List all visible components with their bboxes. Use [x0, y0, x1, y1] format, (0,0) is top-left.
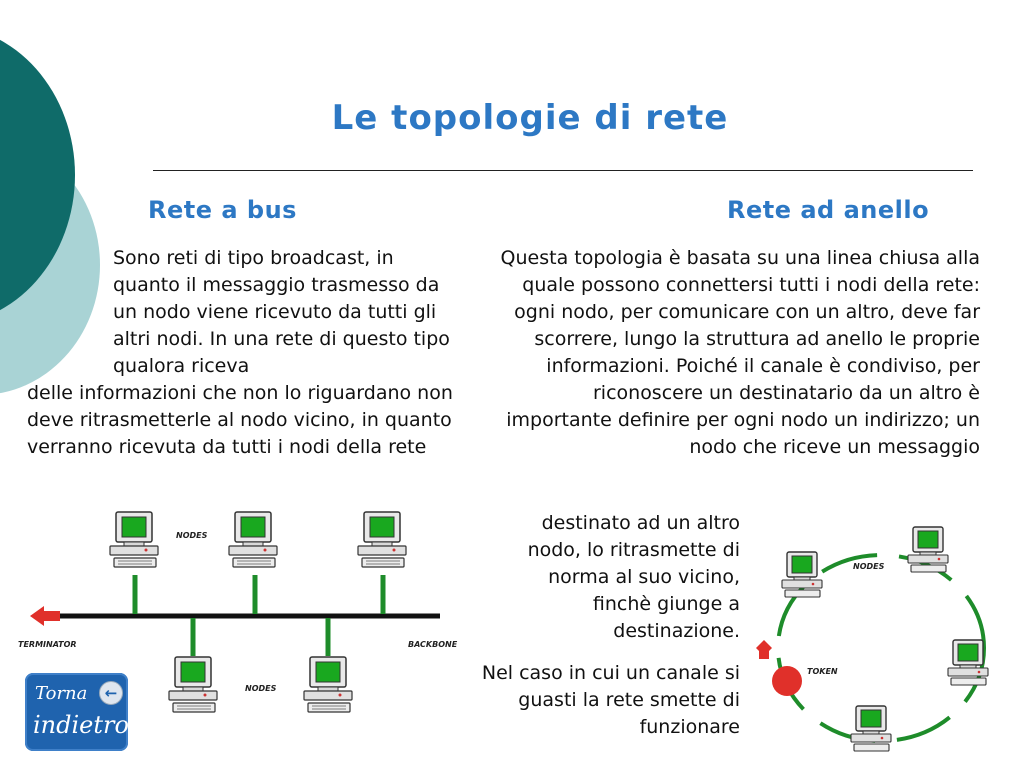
ring-computer-node	[908, 527, 948, 572]
label-backbone: BACKBONE	[408, 640, 458, 649]
label-token: TOKEN	[807, 667, 838, 676]
ring-paragraph-1: Questa topologia è basata su una linea chiusa alla quale possono connettersi tutti i nodi della rete: ogni nodo, per comunicare con un altro, deve far scorrere, lungo la struttura ad anello le proprie informazioni. Poiché il canale è condiviso, per riconoscere un destinatario da un altro è importante definire per ogni nodo un indirizzo; un nodo che riceve un messaggio	[500, 247, 980, 458]
heading-ring: Rete ad anello	[727, 196, 930, 224]
bus-computer-node	[358, 512, 406, 567]
label-nodes: NODES	[853, 562, 885, 571]
ring-computer-node	[851, 706, 891, 751]
bus-computer-node	[229, 512, 277, 567]
heading-bus: Rete a bus	[148, 196, 297, 224]
back-button-label-2: indietro	[33, 711, 129, 739]
label-nodes-bottom: NODES	[245, 684, 277, 693]
bus-paragraph-1: Sono reti di tipo broadcast, in quanto il messaggio trasmesso da un nodo viene ricevuto da tutti gli altri nodi. In una rete di questo tipo qualora riceva	[113, 247, 450, 377]
back-arrow-icon: ←	[99, 681, 123, 705]
ring-token	[772, 666, 802, 696]
ring-paragraph-2: destinato ad un altro nodo, lo ritrasmette di norma al suo vicino, finchè giunge a destinazione.	[527, 512, 740, 642]
ring-computer-node	[948, 640, 988, 685]
ring-diagram	[750, 520, 1020, 765]
bus-paragraph-2: delle informazioni che non lo riguardano non deve ritrasmetterle al nodo vicino, in quanto verranno ricevuta da tutti i nodi della rete	[27, 382, 453, 458]
bus-computer-node	[110, 512, 158, 567]
bus-computer-node	[169, 657, 217, 712]
ring-paragraph-3: Nel caso in cui un canale si guasti la rete smette di funzionare	[481, 662, 740, 738]
page-title: Le topologie di rete	[331, 98, 729, 138]
bus-terminator-arrow	[30, 606, 60, 626]
ring-computer-node	[782, 552, 822, 597]
back-button-label-1: Torna	[35, 683, 88, 704]
label-terminator: TERMINATOR	[18, 640, 77, 649]
back-button[interactable]	[25, 673, 128, 751]
title-divider	[153, 170, 973, 171]
bus-computer-node	[304, 657, 352, 712]
label-nodes-top: NODES	[176, 531, 208, 540]
